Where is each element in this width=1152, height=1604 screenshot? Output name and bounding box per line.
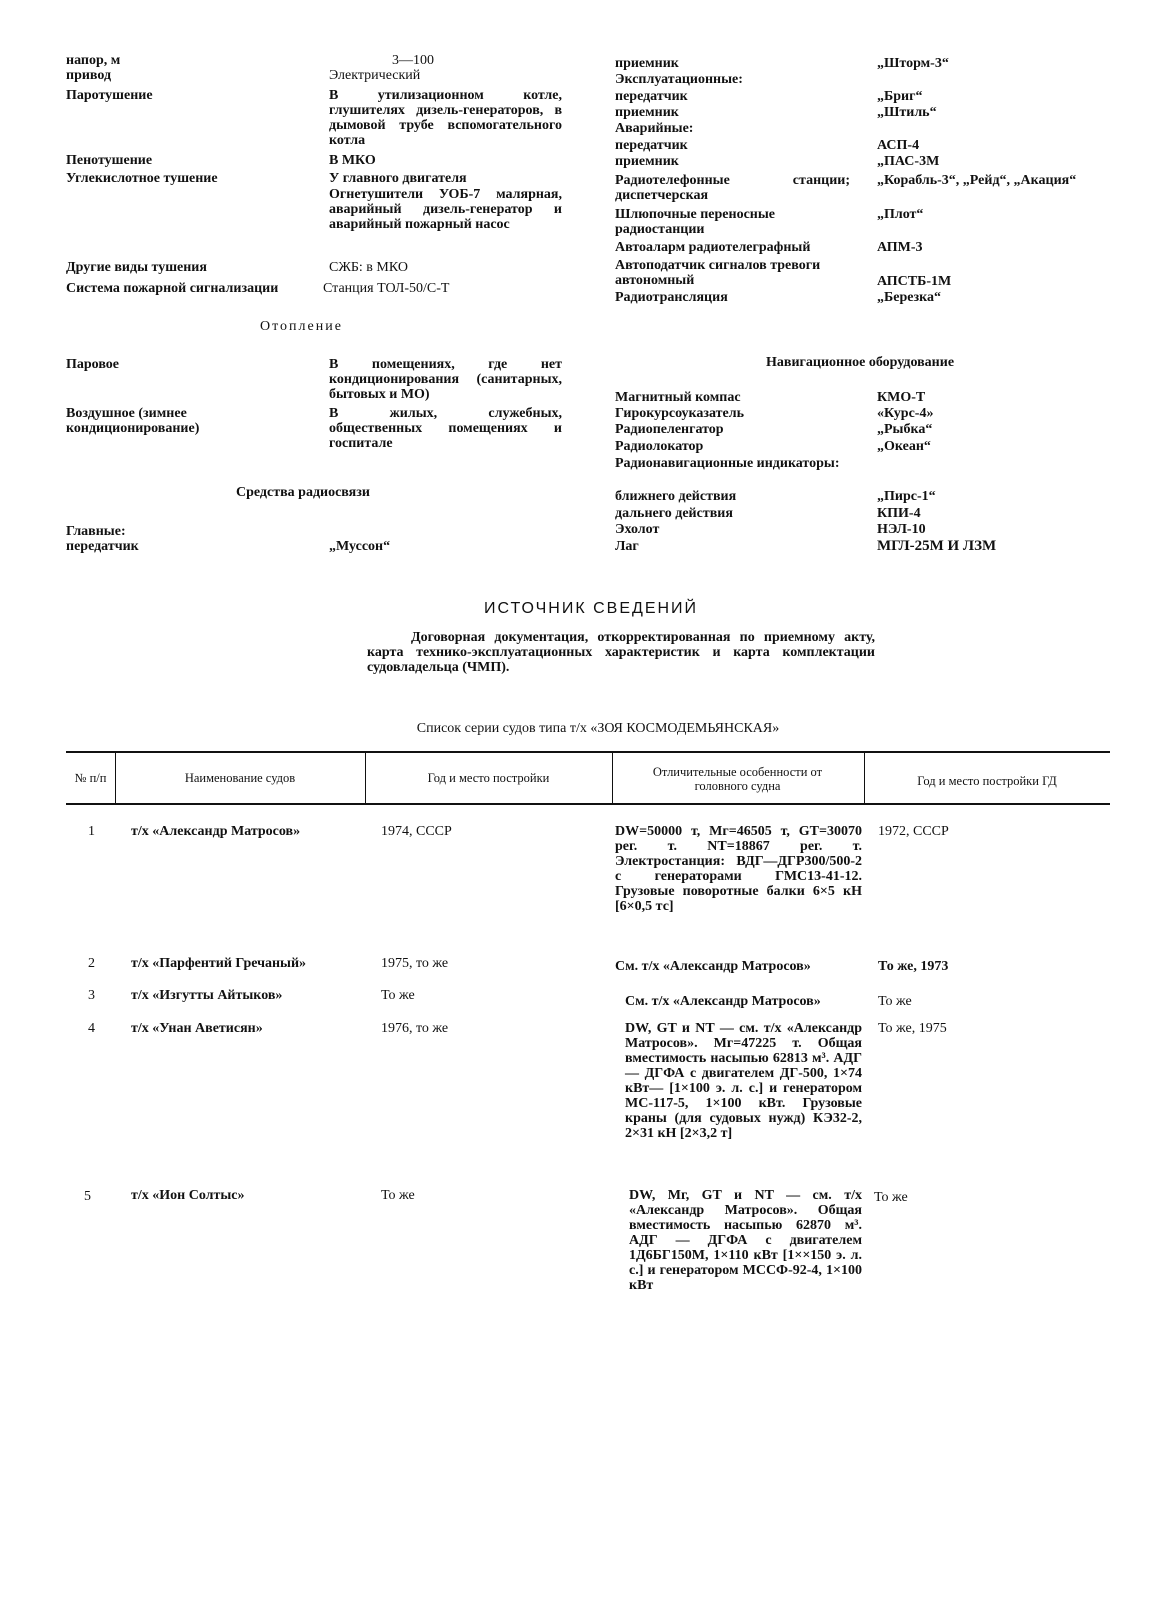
label-nav-direction-finder: Радиопеленгатор: [615, 422, 724, 437]
value-nav-radar: „Океан“: [877, 439, 931, 454]
value-r-radiotelephone: „Корабль-3“, „Рейд“, „Акация“: [877, 173, 1077, 188]
label-r-lifeboat-radio: Шлюпочные переносные радиостанции: [615, 207, 776, 237]
label-r-alarm-sender: Автоподатчик сигналов тревоги автономный: [615, 258, 821, 288]
label-nav-compass: Магнитный компас: [615, 390, 741, 405]
label-nav-log: Лаг: [615, 539, 639, 554]
label-main-transmitter: передатчик: [66, 539, 139, 554]
value-nav-gyro: «Курс-4»: [877, 406, 934, 421]
source-heading: ИСТОЧНИК СВЕДЕНИЙ: [483, 600, 699, 617]
row-engine: 1972, СССР: [878, 824, 949, 839]
row-engine: То же: [874, 1190, 908, 1205]
navigation-heading: Навигационное оборудование: [766, 355, 955, 370]
label-r-em-receiver: приемник: [615, 154, 679, 169]
row-engine: То же, 1973: [878, 959, 949, 974]
table-header-rule: [66, 803, 1110, 805]
label-r-receiver-main: приемник: [615, 56, 679, 71]
row-num: 1: [88, 824, 95, 839]
value-other-extinguishing: СЖБ: в МКО: [329, 260, 408, 275]
row-engine: То же, 1975: [878, 1021, 947, 1036]
row-engine: То же: [878, 994, 912, 1009]
label-r-op-transmitter: передатчик: [615, 89, 688, 104]
row-differences: DW, GT и NT — см. т/х «Александр Матросов». Mг=47225 т. Общая вместимость насыпью 62813 м³. АДГ — ДГФА с двигателем ДГ-500, 1×74 кВт— [1×100 э. л. с.] и генератором МС-117-5, 1×100 кВт. Грузовые краны (для судовых нужд) КЭ32-2, 2×31 кН [2×3,2 т]: [625, 1021, 862, 1141]
series-title-text: Список серии судов типа т/х «ЗОЯ КОСМОДЕМЬЯНСКАЯ»: [416, 721, 780, 736]
label-r-radiotelephone: Радиотелефонные станции; диспетчерская: [615, 173, 850, 203]
label-drive: привод: [66, 68, 112, 83]
value-nav-log: МГЛ-25М И ЛЗМ: [877, 538, 997, 554]
label-fire-alarm: Система пожарной сигнализации: [66, 281, 279, 296]
row-num: 3: [88, 988, 95, 1003]
header-differences: Отличительные особенности от головного судна: [652, 765, 823, 793]
series-title: [0, 721, 1152, 736]
value-r-receiver-main: „Шторм-3“: [877, 56, 949, 71]
radio-heading: Средства радиосвязи: [236, 485, 370, 500]
label-pressure: напор, м: [66, 53, 121, 68]
label-r-operational: Эксплуатационные:: [615, 72, 743, 87]
label-r-autoalarm: Автоаларм радиотелеграфный: [615, 240, 811, 255]
row-differences: DW, Mг, GT и NT — см. т/х «Александр Матросов». Общая вместимость насыпью 62870 м³. АДГ — ДГФА с двигателем 1Д6БГ150М, 1×110 кВт [1××150 э. л. с.] и генератором МССФ-92-4, 1×100 кВт: [629, 1188, 862, 1293]
value-pressure: 3—100: [392, 53, 434, 68]
value-nav-direction-finder: „Рыбка“: [877, 422, 933, 437]
table-col-divider: [612, 753, 613, 803]
source-text: Договорная документация, откорректированная по приемному акту, карта технико-эксплуатационных характеристик и карта комплектации судовладельца (ЧМП).: [367, 630, 875, 675]
label-r-emergency: Аварийные:: [615, 121, 694, 136]
row-built: То же: [381, 988, 415, 1003]
value-foam-extinguishing: В МКО: [329, 153, 376, 168]
label-nav-indicators: Радионавигационные индикаторы:: [615, 456, 840, 471]
value-nav-echosounder: НЭЛ-10: [877, 522, 926, 537]
row-built: 1975, то же: [381, 956, 449, 971]
row-built: 1974, СССР: [381, 824, 452, 839]
label-nav-short-range: ближнего действия: [615, 489, 737, 504]
label-foam-extinguishing: Пенотушение: [66, 153, 153, 168]
label-nav-long-range: дальнего действия: [615, 506, 733, 521]
row-built: 1976, то же: [381, 1021, 449, 1036]
label-other-extinguishing: Другие виды тушения: [66, 260, 207, 275]
value-r-autoalarm: АПМ-3: [877, 240, 923, 255]
row-differences: DW=50000 т, Mг=46505 т, GT=30070 рег. т. NT=18867 рег. т. Электростанция: ВДГ—ДГР300/500-2 с генераторами ГМС13-41-12. Грузовые поворотные балки 6×5 кН [6×0,5 тс]: [615, 824, 862, 914]
row-built: То же: [381, 1188, 415, 1203]
value-r-em-receiver: „ПАС-3М: [877, 154, 940, 169]
row-name: т/х «Парфентий Гречаный»: [131, 956, 307, 971]
value-air-heating: В жилых, служебных, общественных помещениях и госпитале: [329, 406, 562, 451]
value-nav-compass: КМО-Т: [877, 390, 926, 405]
value-r-op-receiver: „Штиль“: [877, 105, 937, 120]
label-nav-echosounder: Эхолот: [615, 522, 660, 537]
row-num: 5: [84, 1189, 91, 1204]
value-r-broadcast: „Березка“: [877, 290, 941, 305]
label-main-radio: Главные:: [66, 524, 126, 539]
label-co2-extinguishing: Углекислотное тушение: [66, 171, 218, 186]
value-fire-alarm: Станция ТОЛ-50/С-Т: [323, 281, 450, 296]
label-r-op-receiver: приемник: [615, 105, 679, 120]
value-r-alarm-sender: АПСТБ-1М: [877, 274, 952, 289]
row-name: т/х «Изгутты Айтыков»: [131, 988, 283, 1003]
label-r-broadcast: Радиотрансляция: [615, 290, 728, 305]
label-nav-radar: Радиолокатор: [615, 439, 704, 454]
value-r-em-transmitter: АСП-4: [877, 138, 920, 153]
header-built: Год и место постройки: [427, 771, 550, 785]
row-num: 2: [88, 956, 95, 971]
label-air-heating: Воздушное (зимнее кондиционирование): [66, 406, 200, 436]
label-steam-heating: Паровое: [66, 357, 120, 372]
value-main-transmitter: „Муссон“: [329, 539, 391, 554]
label-r-em-transmitter: передатчик: [615, 138, 688, 153]
row-differences: См. т/х «Александр Матросов»: [615, 959, 811, 974]
value-steam-heating: В помещениях, где нет кондиционирования (санитарных, бытовых и МО): [329, 357, 562, 402]
row-name: т/х «Унан Аветисян»: [131, 1021, 263, 1036]
value-steam-extinguishing: В утилизационном котле, глушителях дизель-генераторов, в дымовой трубе вспомогательного котла: [329, 88, 562, 148]
row-name: т/х «Александр Матросов»: [131, 824, 301, 839]
heating-heading: Отопление: [260, 319, 343, 334]
table-top-rule: [66, 751, 1110, 753]
value-drive: Электрический: [329, 68, 421, 83]
header-name: Наименование судов: [184, 771, 296, 785]
row-num: 4: [88, 1021, 95, 1036]
row-differences: См. т/х «Александр Матросов»: [625, 994, 821, 1009]
label-steam-extinguishing: Паротушение: [66, 88, 153, 103]
value-r-lifeboat-radio: „Плот“: [877, 207, 924, 222]
value-extinguishers: Огнетушители УОБ-7 малярная, аварийный дизель-генератор и аварийный пожарный насос: [329, 187, 562, 232]
row-name: т/х «Ион Солтыс»: [131, 1188, 245, 1203]
header-num: № п/п: [74, 771, 107, 785]
value-nav-short-range: „Пирс-1“: [877, 489, 936, 504]
value-r-op-transmitter: „Бриг“: [877, 89, 923, 104]
label-nav-gyro: Гирокурсоуказатель: [615, 406, 745, 421]
value-nav-long-range: КПИ-4: [877, 506, 921, 521]
header-engine: Год и место постройки ГД: [917, 774, 1057, 788]
value-co2-extinguishing: У главного двигателя: [329, 171, 467, 186]
